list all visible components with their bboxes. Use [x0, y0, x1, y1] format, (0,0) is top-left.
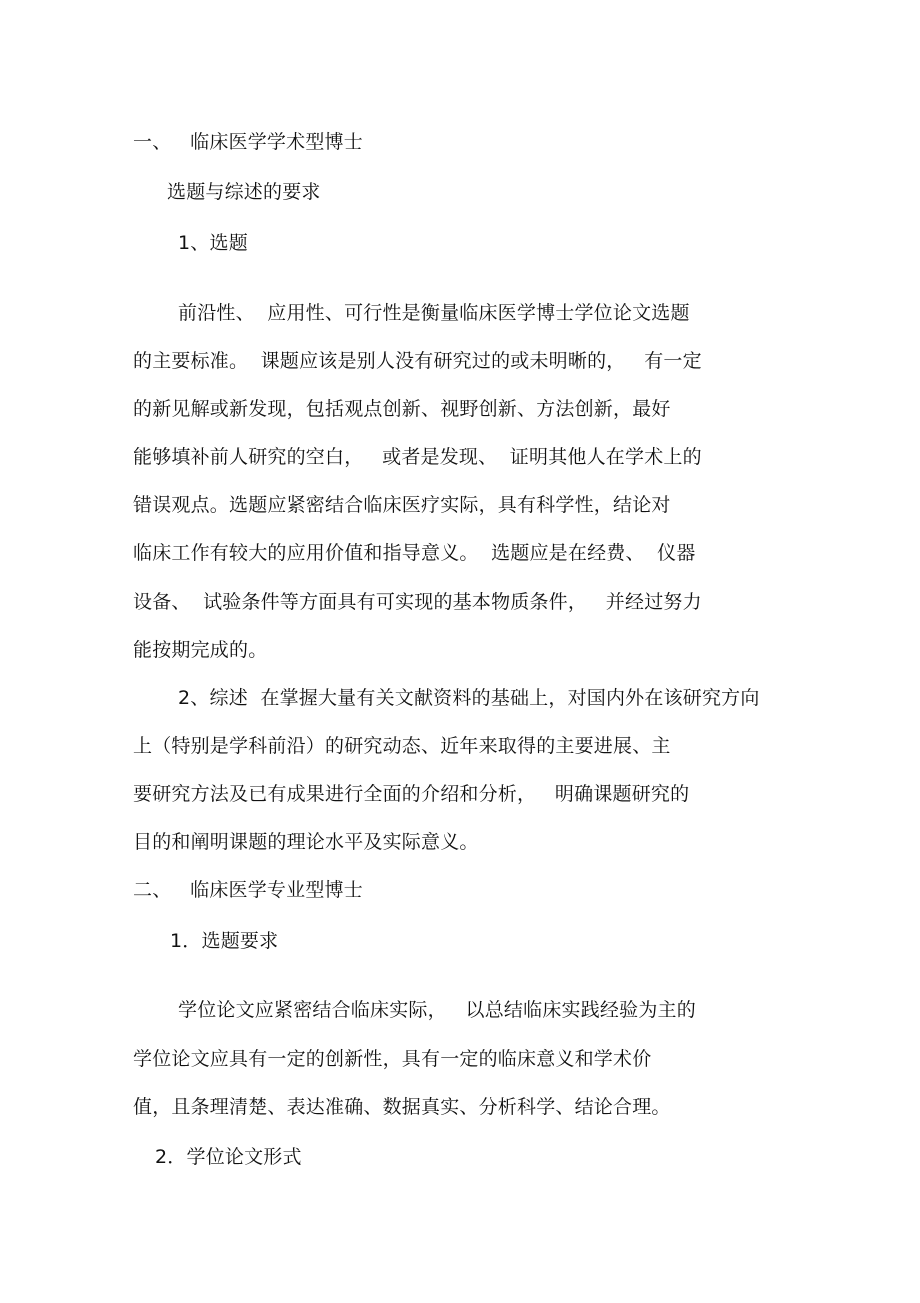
item-2-title: 2．学位论文形式	[155, 1146, 302, 1168]
item-1-title: 1．选题要求	[170, 930, 279, 952]
paragraph-line: 上（特别是学科前沿）的研究动态、近年来取得的主要进展、主	[133, 735, 671, 757]
section-2-heading: 二、 临床医学专业型博士	[133, 879, 363, 901]
paragraph-line: 2、综述 在掌握大量有关文献资料的基础上，对国内外在该研究方向	[178, 687, 760, 709]
paragraph-line: 学位论文应紧密结合临床实际， 以总结临床实践经验为主的	[178, 999, 696, 1021]
paragraph-line: 的主要标准。 课题应该是别人没有研究过的或未明晰的， 有一定	[133, 350, 702, 372]
paragraph-line: 的新见解或新发现，包括观点创新、视野创新、方法创新，最好	[133, 398, 671, 420]
paragraph-line: 错误观点。选题应紧密结合临床医疗实际，具有科学性，结论对	[133, 494, 671, 516]
paragraph-line: 前沿性、 应用性、可行性是衡量临床医学博士学位论文选题	[178, 302, 690, 324]
paragraph-line: 能按期完成的。	[133, 639, 268, 661]
item-1-title: 1、选题	[178, 232, 248, 254]
paragraph-line: 目的和阐明课题的理论水平及实际意义。	[133, 831, 479, 853]
paragraph-line: 学位论文应具有一定的创新性，具有一定的临床意义和学术价	[133, 1048, 652, 1070]
paragraph-line: 值，且条理清楚、表达准确、数据真实、分析科学、结论合理。	[133, 1096, 671, 1118]
paragraph-line: 临床工作有较大的应用价值和指导意义。 选题应是在经费、 仪器	[133, 542, 696, 564]
section-1-subheading: 选题与综述的要求	[167, 181, 321, 203]
section-1-heading: 一、 临床医学学术型博士	[133, 131, 363, 153]
paragraph-line: 能够填补前人研究的空白， 或者是发现、 证明其他人在学术上的	[133, 446, 702, 468]
paragraph-line: 要研究方法及已有成果进行全面的介绍和分析， 明确课题研究的	[133, 783, 690, 805]
paragraph-line: 设备、 试验条件等方面具有可实现的基本物质条件， 并经过努力	[133, 591, 702, 613]
